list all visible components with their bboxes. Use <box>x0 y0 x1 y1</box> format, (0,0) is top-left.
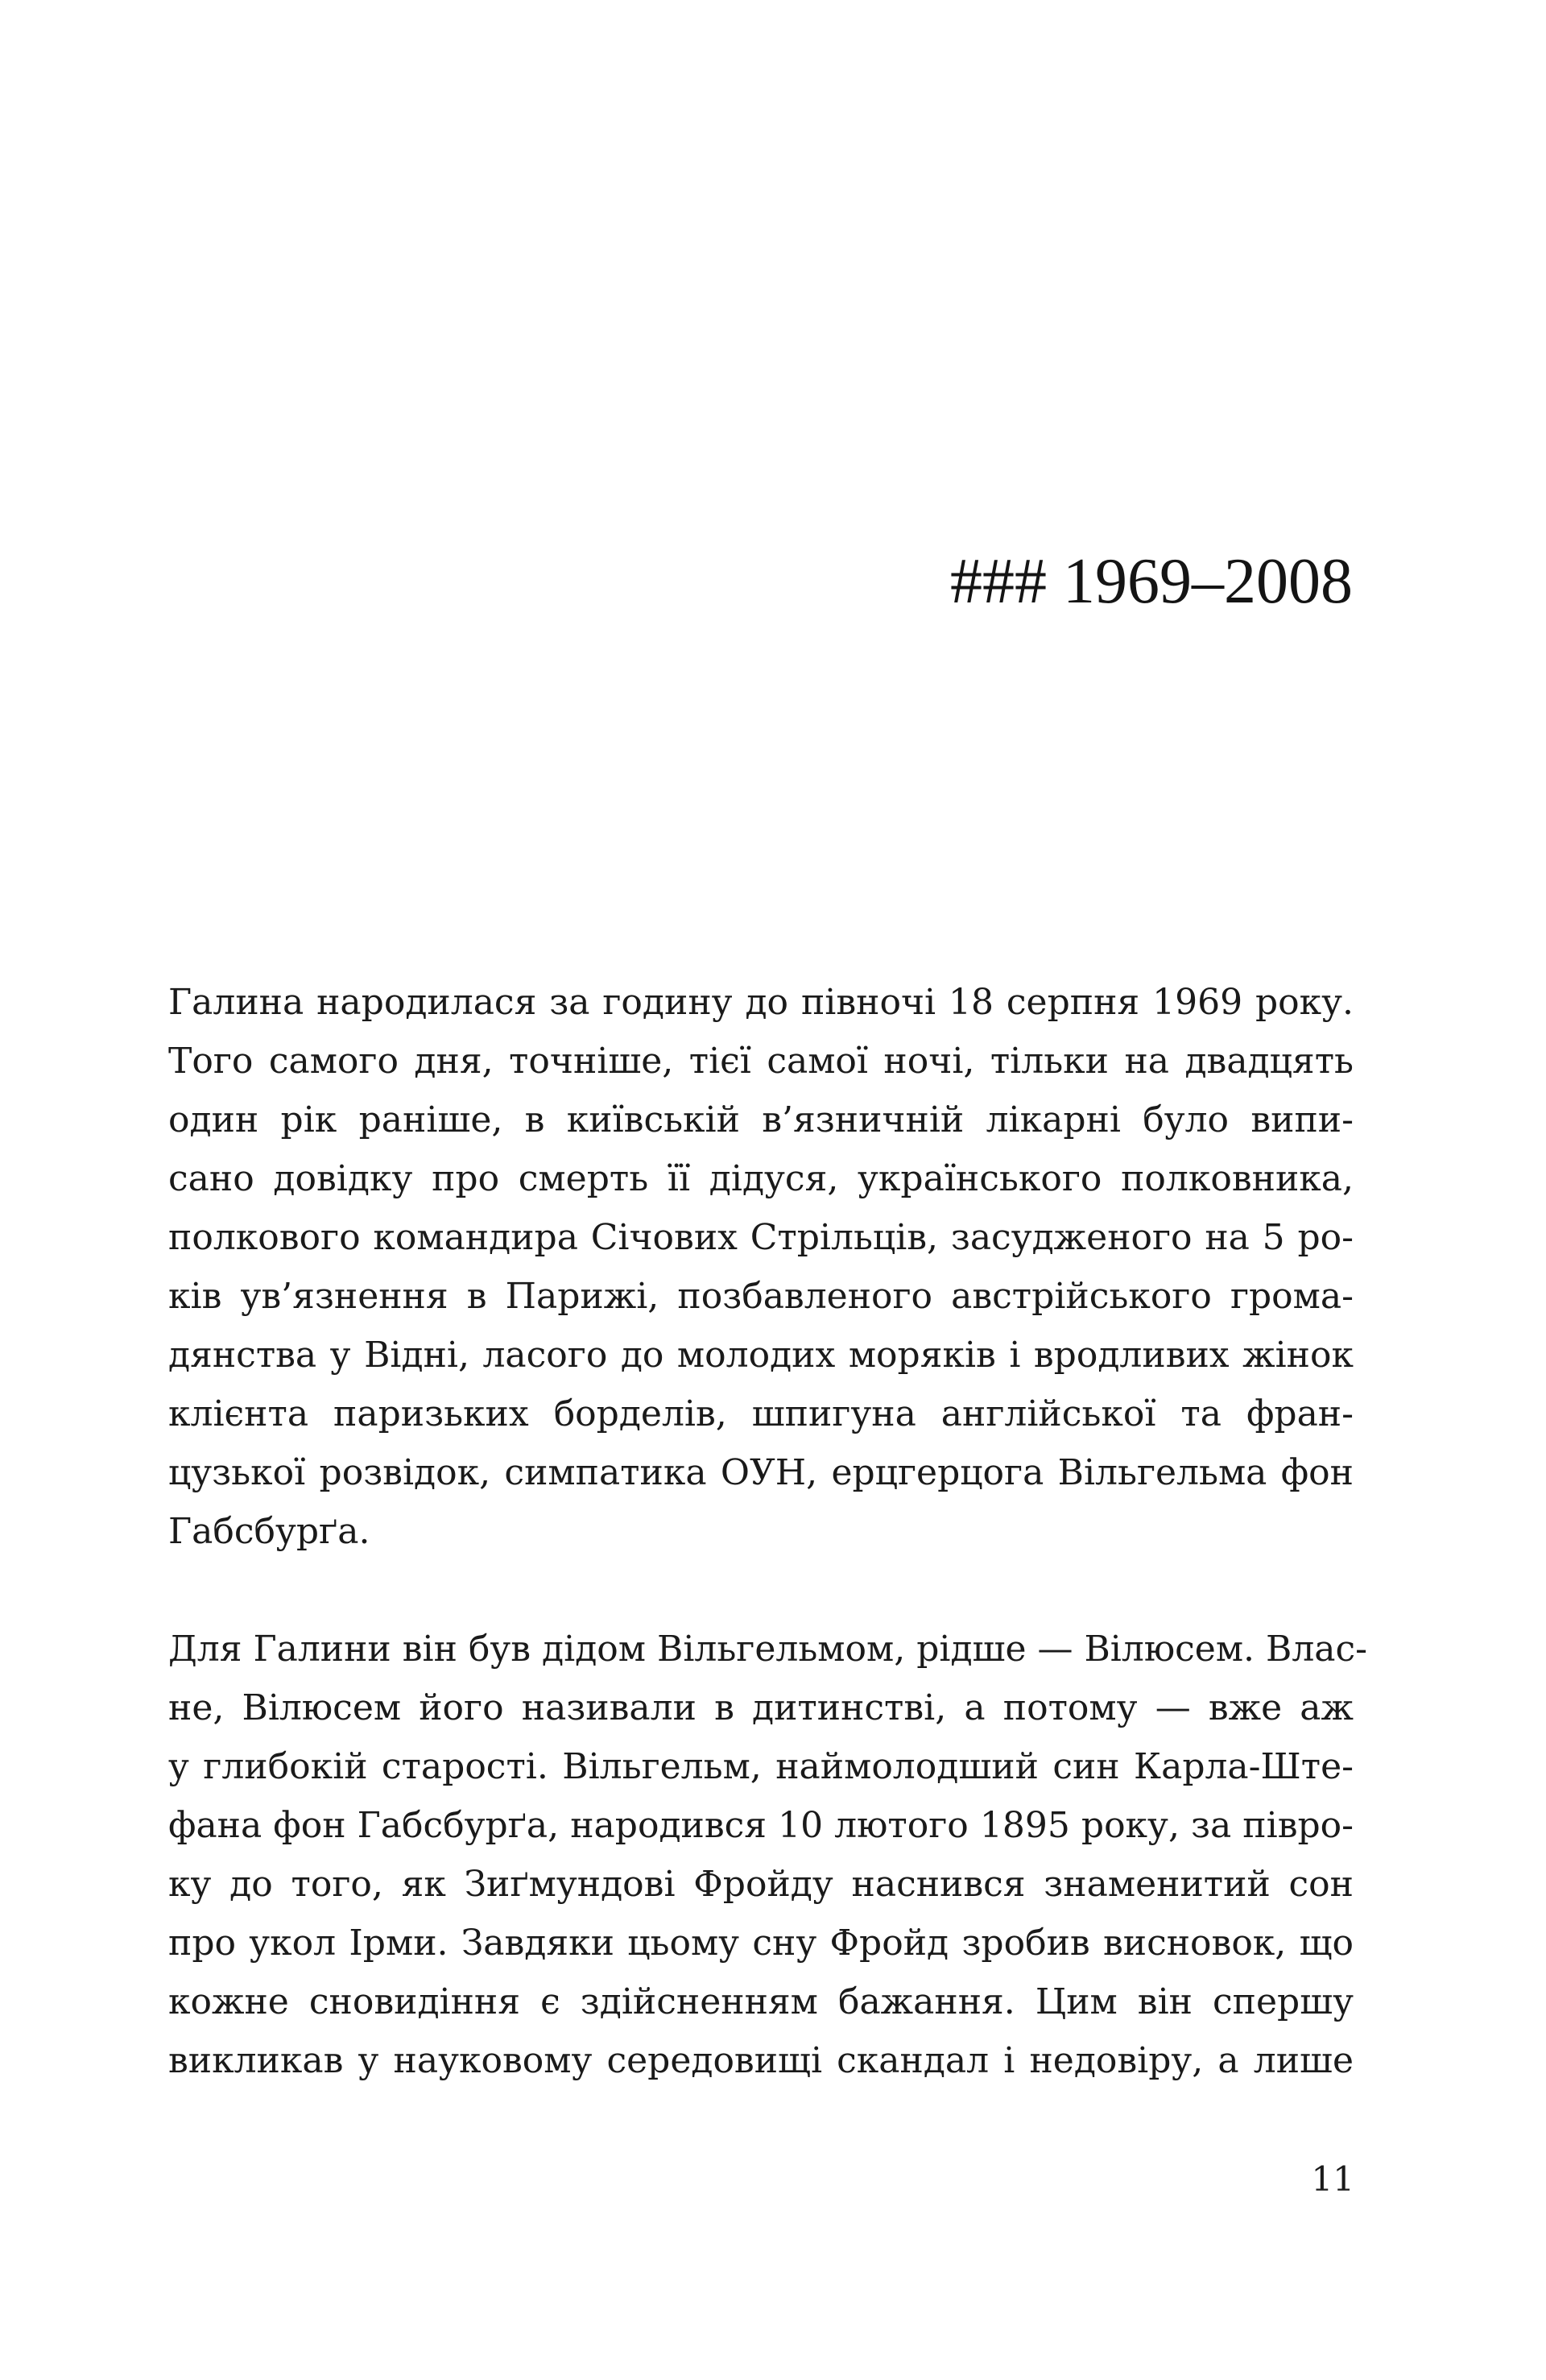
text-line: дянства у Відні, ласого до молодих моряків і вродливих жінок <box>168 1335 1354 1376</box>
text-line: клієнта паризьких борделів, шпигуна англійської та фран- <box>168 1393 1354 1434</box>
text-line: Габсбурґа. <box>168 1511 370 1552</box>
chapter-heading: ### 1969–2008 <box>950 546 1353 617</box>
text-line: один рік раніше, в київській в’язничній лікарні було випи- <box>168 1099 1354 1140</box>
text-line: ків ув’язнення в Парижі, позбавленого австрійського грома- <box>168 1276 1354 1317</box>
text-line: у глибокій старості. Вільгельм, наймолодший син Карла-Ште- <box>168 1746 1354 1787</box>
text-line: Для Галини він був дідом Вільгельмом, рідше — Вілюсем. Влас- <box>168 1629 1368 1670</box>
text-line: полкового командира Січових Стрільців, засудженого на 5 ро- <box>168 1217 1354 1258</box>
text-line: ку до того, як Зиґмундові Фройду наснився знаменитий сон <box>168 1864 1354 1905</box>
text-line: не, Вілюсем його називали в дитинстві, а потому — вже аж <box>168 1687 1354 1728</box>
text-line: викликав у науковому середовищі скандал і недовіру, а лише <box>168 2040 1354 2081</box>
text-line: Галина народилася за годину до півночі 18 серпня 1969 року. <box>168 982 1354 1023</box>
text-line: про укол Ірми. Завдяки цьому сну Фройд зробив висновок, що <box>168 1923 1354 1964</box>
text-line: кожне сновидіння є здійсненням бажання. Цим він спершу <box>168 1981 1354 2022</box>
text-line: цузької розвідок, симпатика ОУН, ерцгерцога Вільгельма фон <box>168 1452 1354 1493</box>
page-number: 11 <box>1311 2159 1354 2199</box>
body-text <box>168 973 1368 2149</box>
text-line: фана фон Габсбурґа, народився 10 лютого 1895 року, за півро- <box>168 1805 1354 1846</box>
paragraph-1 <box>168 973 1354 1561</box>
paragraph-2 <box>168 1620 1368 2090</box>
text-line: Того самого дня, точніше, тієї самої ночі, тільки на двадцять <box>168 1041 1354 1082</box>
text-line: сано довідку про смерть її дідуся, українського полковника, <box>168 1158 1354 1199</box>
